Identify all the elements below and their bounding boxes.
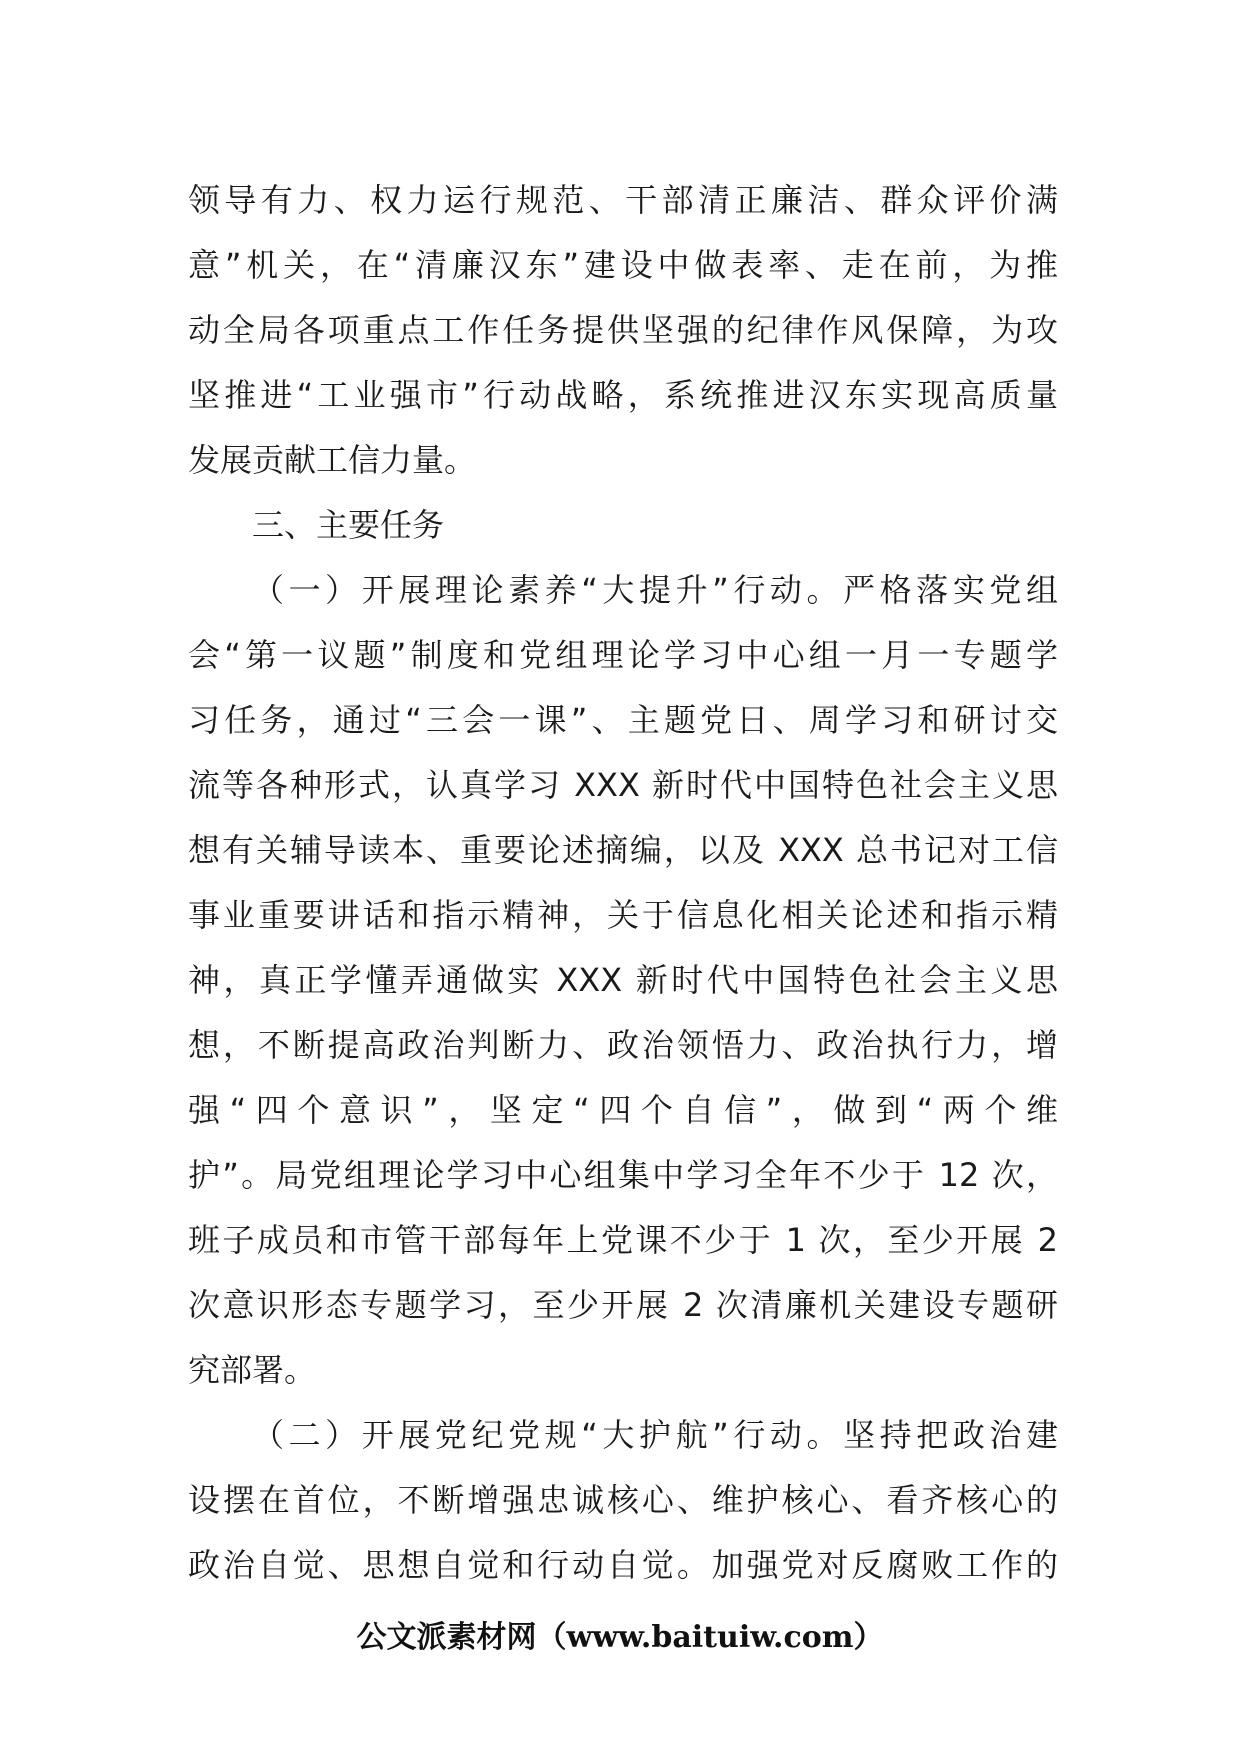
text-line: 会“第一议题”制度和党组理论学习中心组一月一专题学 (188, 636, 1058, 674)
text-line: 班子成员和市管干部每年上党课不少于 1 次，至少开展 2 (188, 1221, 1058, 1259)
text-line: （一）开展理论素养“大提升”行动。严格落实党组 (252, 571, 1058, 609)
text-line: 流等各种形式，认真学习 XXX 新时代中国特色社会主义思 (188, 766, 1058, 804)
text-line: 究部署。 (188, 1351, 317, 1389)
text-line: 设摆在首位，不断增强忠诚核心、维护核心、看齐核心的 (188, 1481, 1058, 1519)
text-line: 想有关辅导读本、重要论述摘编，以及 XXX 总书记对工信 (188, 831, 1058, 869)
text-line: 坚推进“工业强市”行动战略，系统推进汉东实现高质量 (188, 376, 1058, 414)
text-line: 习任务，通过“三会一课”、主题党日、周学习和研讨交 (188, 701, 1058, 739)
text-line: 想，不断提高政治判断力、政治领悟力、政治执行力，增 (188, 1026, 1058, 1064)
text-line: 强“四个意识”，坚定“四个自信”，做到“两个维 (188, 1091, 1058, 1129)
document-body (188, 168, 1058, 1598)
text-line: 领导有力、权力运行规范、干部清正廉洁、群众评价满 (188, 181, 1058, 219)
text-line: 次意识形态专题学习，至少开展 2 次清廉机关建设专题研 (188, 1286, 1058, 1324)
text-line: 事业重要讲话和指示精神，关于信息化相关论述和指示精 (188, 896, 1058, 934)
text-line: 政治自觉、思想自觉和行动自觉。加强党对反腐败工作的 (188, 1546, 1058, 1584)
text-line: 神，真正学懂弄通做实 XXX 新时代中国特色社会主义思 (188, 961, 1058, 999)
text-line: 动全局各项重点工作任务提供坚强的纪律作风保障，为攻 (188, 311, 1058, 349)
paragraph (188, 558, 1058, 1403)
text-line: 护”。局党组理论学习中心组集中学习全年不少于 12 次， (188, 1156, 1058, 1194)
footer-watermark: 公文派素材网（www.baituiw.com） (356, 1620, 884, 1655)
paragraph (188, 168, 1058, 493)
text-line: （二）开展党纪党规“大护航”行动。坚持把政治建 (252, 1416, 1058, 1454)
text-line: 意”机关，在“清廉汉东”建设中做表率、走在前，为推 (188, 246, 1058, 284)
text-line: 发展贡献工信力量。 (188, 441, 477, 479)
paragraph (188, 1403, 1058, 1598)
section-heading: 三、主要任务 (252, 506, 445, 544)
